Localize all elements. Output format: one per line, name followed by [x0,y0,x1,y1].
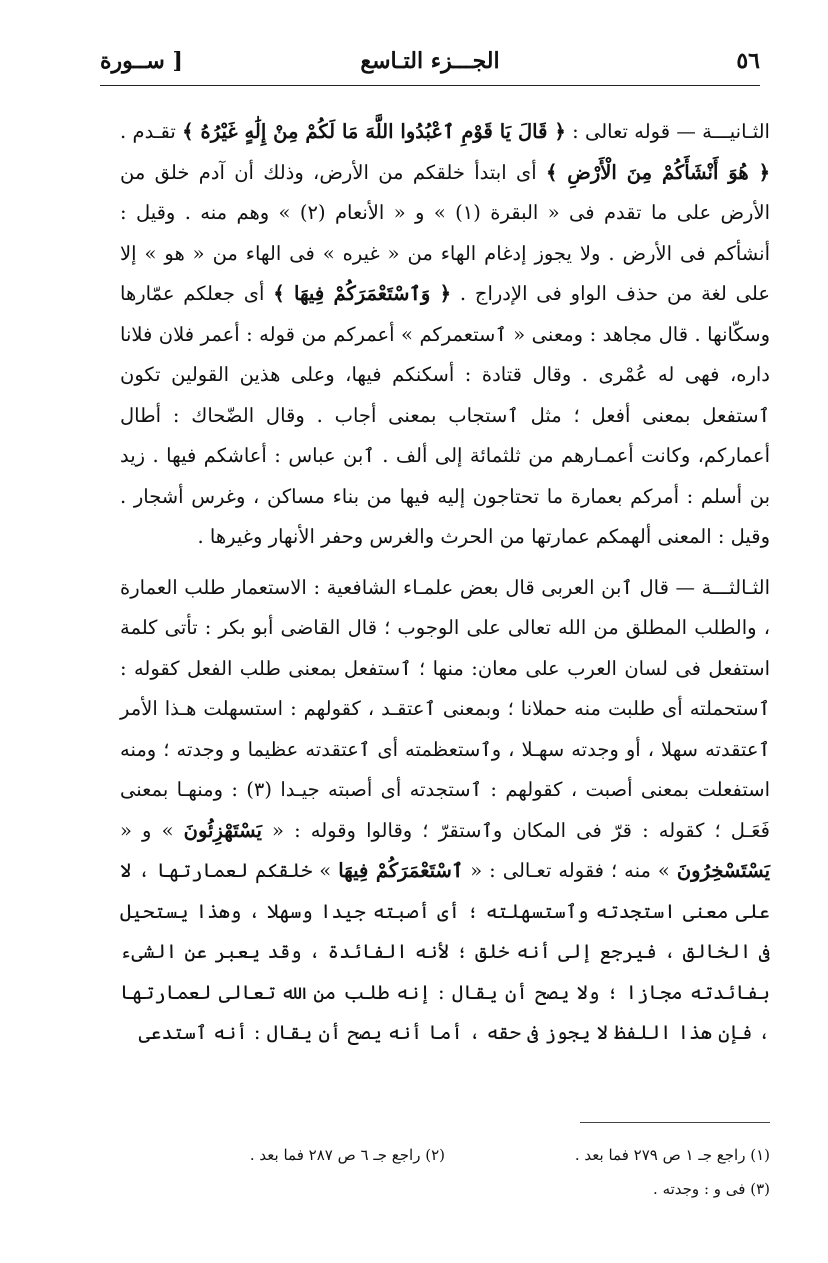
paragraph [120,112,770,558]
text-run: الثـانيـــة — قوله تعالى : [565,120,770,143]
sura-label: [ ســورة [100,48,183,74]
footnote-2: (٢) راجع جـ ٦ ص ٢٨٧ فما بعد . [249,1146,445,1164]
running-title: الجـــزء التـاسع [360,48,500,74]
quran-quote: يَسْتَسْخِرُونَ [676,859,771,882]
footnote-rule [580,1122,770,1123]
header-rule [100,85,760,86]
text-run: أى ابتدأ خلقكم من الأرض، وذلك أن آدم خلق من الأرض على ما تقدم فى « البقرة (١) » و « الأنعام (٢) » وهم منه . وقيل : أنشأكم فى الأرض . ولا يجوز إدغام الهاء من « غيره » فى الهاء من « هو » إلا على لغة من حذف الواو فى الإدراج . [120,160,771,305]
quran-quote: ﴿ قَالَ يَا قَوْمِ ٱعْبُدُوا اللَّهَ مَا لَكُمْ مِنْ إِلَٰهٍ غَيْرُهُ ﴾ [182,120,566,143]
quran-quote: يَسْتَهْزِئُونَ [183,818,262,842]
text-run: تقـدم . [120,120,183,143]
page-number: ٥٦ [736,48,760,74]
text-run: أى جعلكم عمّارها وسكّانها . قال مجاهد : ومعنى « ٱستعمركم » أعمركم من قوله : أعمر فلان فلانا داره، فهى له عُمْرى . وقال قتادة : أسكنكم فيها، وعلى هذين القولين تكون ٱستفعل بمعنى أفعل ؛ مثل ٱستجاب بمعنى أجاب . وقال الضّحاك : أطال أعماركم، وكانت أعمـارهم من ثلثمائة إلى ألف . ٱبن عباس : أعاشكم فيها . زيد بن أسلم : أمركم بعمارة ما تحتاجون إليه فيها من بناء مساكن ، وغرس أشجار . وقيل : المعنى ألهمكم عمارتها من الحرث والغرس وحفر الأنهار وغيرها . [120,282,770,548]
text-run: » خلقكم لعمارتها ، لا على معنى استجدته وٱستسهلته ؛ أى أصبته جيدا وسهلا ، وهذا يستحيل فى الخالق ، فيرجع إلى أنه خلق ؛ لأنه الفائدة ، وقد يعبر عن الشىء بفائدته مجازا ؛ ولا يصح أن يقال : إنه طلب من الله تعالى لعمارتها ، فإن هذا اللفظ لا يجوز فى حقه ، أما أنه يصح أن يقال : أنه ٱستدعى [120,859,770,1044]
text-run: الثـالثـــة — قال ٱبن العربى قال بعض علمـاء الشافعية : الاستعمار طلب العمارة ، والطلب المطلق من الله تعالى على الوجوب ؛ قال القاضى أبو بكر : تأتى كلمة استفعل فى لسان العرب على معان: منها ؛ ٱستفعل بمعنى طلب الفعل كقوله : ٱستحملته أى طلبت منه حملانا ؛ وبمعنى ٱعتقـد ، كقولهم : استسهلت هـذا الأمر ٱعتقدته سهلا ، أو وجدته سهـلا ، وٱستعظمته أى ٱعتقدته عظيما و وجدته ؛ ومنه استفعلت بمعنى أصبت ، كقولهم : ٱستجدته أى أصبته جيـدا (٣) : ومنهـا بمعنى فَعَـل ؛ كقوله : قرّ فى المكان وٱستقرّ ؛ وقالوا وقوله : « [120,575,771,842]
page-header [100,42,760,86]
footnote-1: (١) راجع جـ ١ ص ٢٧٩ فما بعد . [574,1146,770,1164]
quran-quote: ٱسْتَعْمَرَكُمْ فِيهَا [338,859,464,882]
quran-quote: ﴿ وَٱسْتَعْمَرَكُمْ فِيهَا ﴾ [273,282,452,305]
paragraph [120,568,770,1054]
footnote-3: (٣) فى و : وجدته . [653,1180,770,1198]
text-run: » منه ؛ فقوله تعـالى : « [463,859,677,882]
main-text [120,112,770,1054]
text-run: » و « [120,818,184,842]
footnotes [120,1138,770,1206]
quran-quote: ﴿ هُوَ أَنْشَأَكُمْ مِنَ الْأَرْضِ ﴾ [545,160,770,184]
